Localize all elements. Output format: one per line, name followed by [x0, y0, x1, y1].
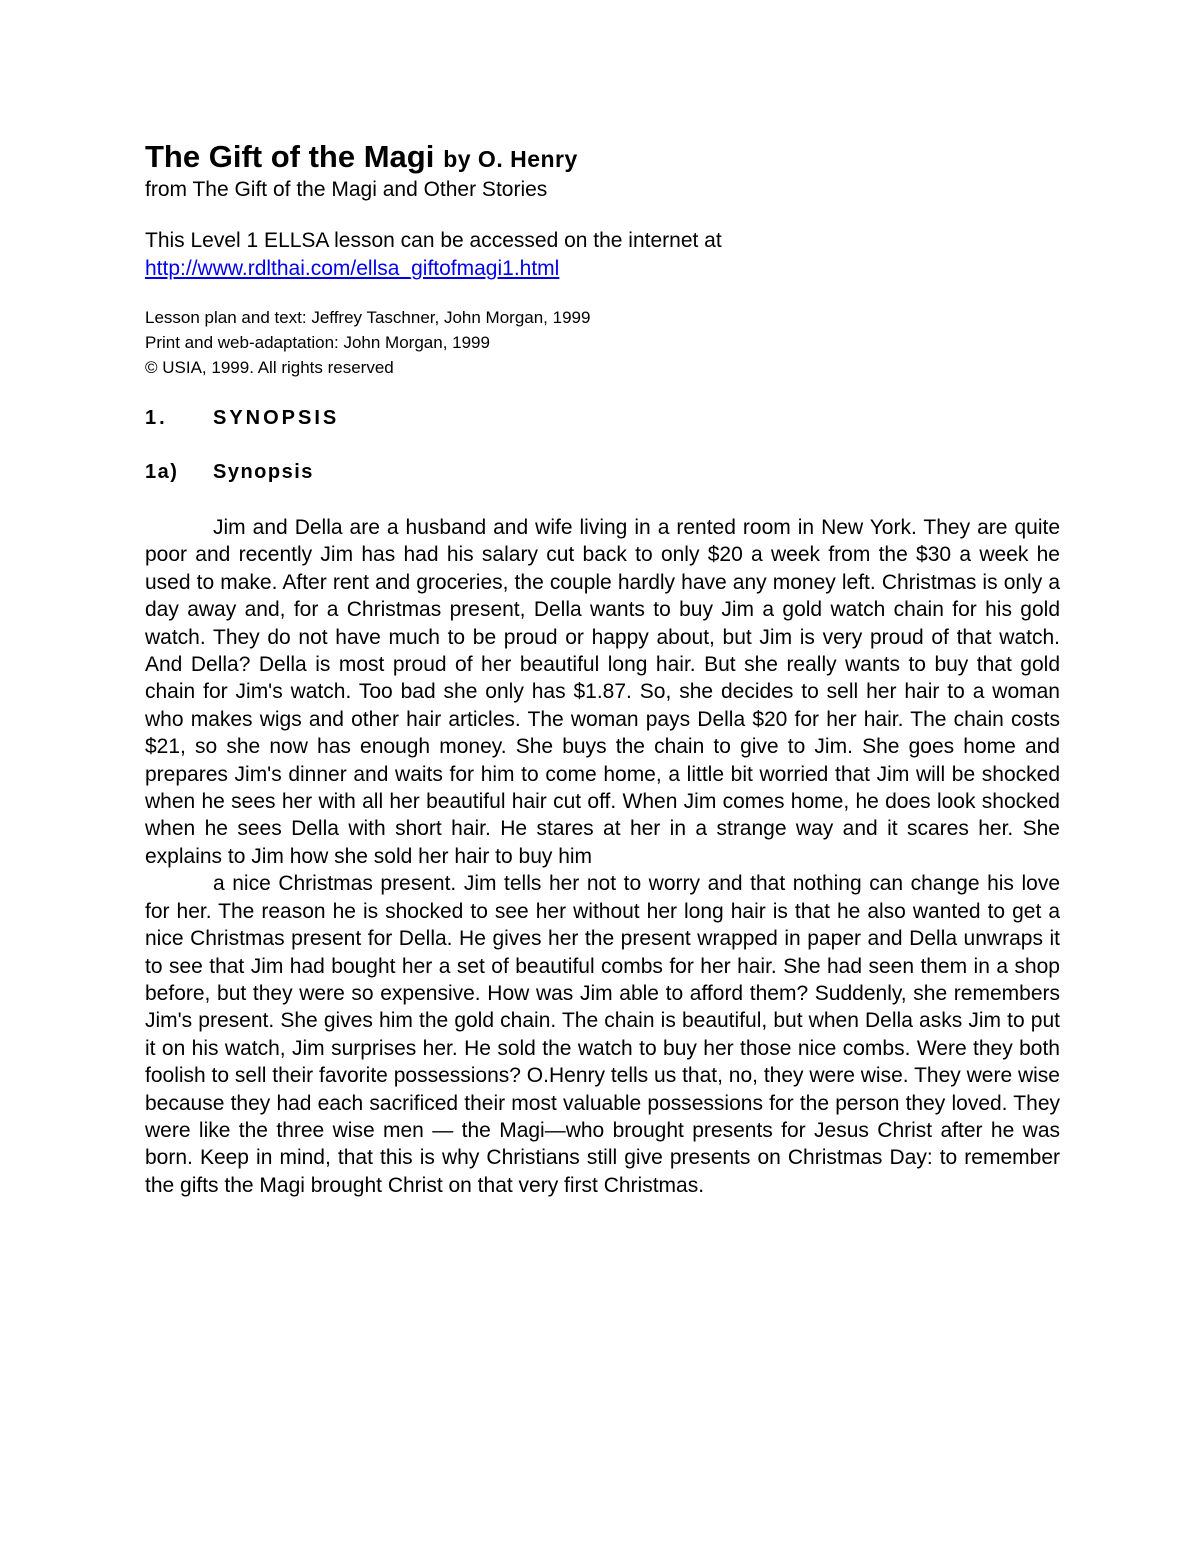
access-info — [145, 227, 1060, 283]
section-heading-synopsis — [145, 404, 1060, 432]
copyright-notice: © USIA, 1999. All rights reserved — [145, 358, 394, 377]
document-page — [145, 138, 1060, 1199]
synopsis-paragraph-2: a nice Christmas present. Jim tells her not to worry and that nothing can change his love for her. The reason he is shocked to see her without her long hair is that he also wanted to get a nice Christmas present for Della. He gives her the present wrapped in paper and Della unwraps it to see that Jim had bought her a set of beautiful combs for her hair. She had seen them in a shop before, but they were so expensive. How was Jim able to afford them? Suddenly, she remembers Jim's present. She gives him the gold chain. The chain is beautiful, but when Della asks Jim to put it on his watch, Jim surprises her. He sold the watch to buy her those nice combs. Were they both foolish to sell their favorite possessions? O.Henry tells us that, no, they were wise. They were wise because they had each sacrificed their most valuable possessions for the person they loved. They were like the three wise men — the Magi—who brought presents for Jesus Christ after he was born. Keep in mind, that this is why Christians still give presents on Christmas Day: to remember the gifts the Magi brought Christ on that very first Christmas. — [145, 872, 1060, 1197]
credits-block — [145, 305, 1060, 380]
document-subtitle: from The Gift of the Magi and Other Stories — [145, 178, 548, 201]
section-title: SYNOPSIS — [213, 407, 340, 429]
section-number: 1. — [145, 407, 168, 429]
synopsis-body — [145, 514, 1060, 1199]
synopsis-paragraph-1: Jim and Della are a husband and wife living in a rented room in New York. They are quite poor and recently Jim has had his salary cut back to only $20 a week from the $30 a week he used to make. After rent and groceries, the couple hardly have any money left. Christmas is only a day away and, for a Christmas present, Della wants to buy Jim a gold watch chain for his gold watch. They do not have much to be proud or happy about, but Jim is very proud of that watch. And Della? Della is most proud of her beautiful long hair. But she really wants to buy that gold chain for Jim's watch. Too bad she only has $1.87. So, she decides to sell her hair to a woman who makes wigs and other hair articles. The woman pays Della $20 for her hair. The chain costs $21, so she now has enough money. She buys the chain to give to Jim. She goes home and prepares Jim's dinner and waits for him to come home, a little bit worried that Jim will be shocked when he sees her with all her beautiful hair cut off. When Jim comes home, he does look shocked when he sees Della with short hair. He stares at her in a strange way and it scares her. She explains to Jim how she sold her hair to buy him — [145, 516, 1060, 868]
subsection-number: 1a) — [145, 461, 179, 483]
document-title — [145, 138, 1060, 177]
subsection-heading-synopsis — [145, 458, 1060, 486]
lesson-link[interactable]: http://www.rdlthai.com/ellsa_giftofmagi1.html — [145, 257, 560, 280]
title-text: The Gift of the Magi — [145, 139, 435, 174]
subsection-title: Synopsis — [213, 461, 314, 483]
access-text: This Level 1 ELLSA lesson can be accessed on the internet at — [145, 229, 722, 252]
credit-adaptation: Print and web-adaptation: John Morgan, 1999 — [145, 333, 490, 352]
credit-lesson-plan: Lesson plan and text: Jeffrey Taschner, John Morgan, 1999 — [145, 308, 591, 327]
author-byline: by O. Henry — [443, 146, 578, 172]
